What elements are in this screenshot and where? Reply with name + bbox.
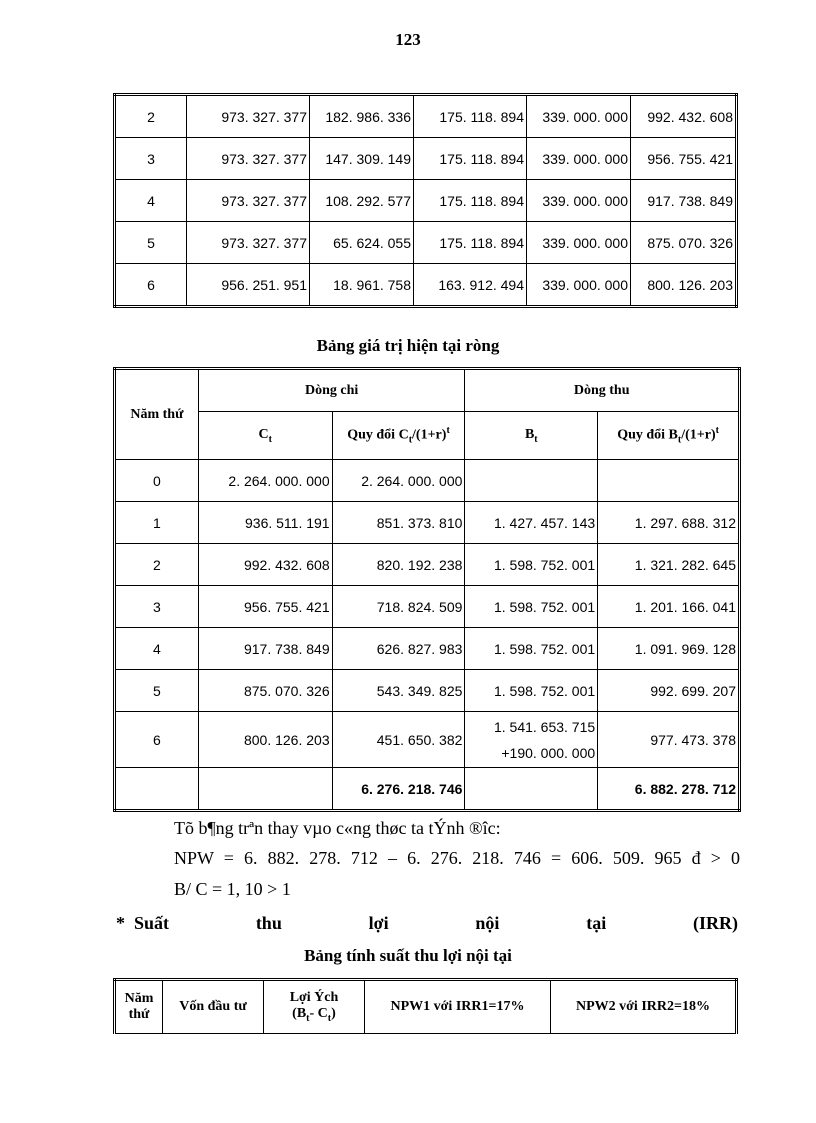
ct-cell: 875. 070. 326 xyxy=(198,670,332,712)
value-cell: 956. 251. 951 xyxy=(187,264,310,307)
value-cell: 175. 118. 894 xyxy=(414,95,527,138)
bt-discounted-cell: 1. 201. 166. 041 xyxy=(598,586,740,628)
bt-discounted-cell: 1. 297. 688. 312 xyxy=(598,502,740,544)
ct-discounted-cell: 820. 192. 238 xyxy=(332,544,465,586)
table-row xyxy=(115,502,740,544)
irr-table-title: Bảng tính suất thu lợi nội tại xyxy=(304,946,512,965)
table-row xyxy=(115,670,740,712)
ct-discounted-cell: 2. 264. 000. 000 xyxy=(332,460,465,502)
ct-cell: 2. 264. 000. 000 xyxy=(198,460,332,502)
bt-discounted-cell: 992. 699. 207 xyxy=(598,670,740,712)
ct-discounted-cell: 851. 373. 810 xyxy=(332,502,465,544)
table-row xyxy=(115,460,740,502)
value-cell: 339. 000. 000 xyxy=(527,95,631,138)
irr-heading-word: lợi xyxy=(368,913,389,933)
value-cell: 973. 327. 377 xyxy=(187,95,310,138)
value-cell: 175. 118. 894 xyxy=(414,138,527,180)
table-row xyxy=(115,264,737,307)
irr-table xyxy=(113,978,738,1034)
ct-cell: 956. 755. 421 xyxy=(198,586,332,628)
total-ct-discounted: 6. 276. 218. 746 xyxy=(332,768,465,811)
irr-heading xyxy=(116,913,738,934)
irr-header-year: Năm thứ xyxy=(115,980,163,1034)
value-cell: 163. 912. 494 xyxy=(414,264,527,307)
value-cell: 18. 961. 758 xyxy=(310,264,414,307)
header-inflow: Dòng thu xyxy=(465,369,740,412)
value-cell: 65. 624. 055 xyxy=(310,222,414,264)
irr-header-capital: Vốn đầu tư xyxy=(163,980,264,1034)
table-row xyxy=(115,586,740,628)
bc-ratio: B/ C = 1, 10 > 1 xyxy=(174,879,291,899)
value-cell: 175. 118. 894 xyxy=(414,222,527,264)
bt-cell: 1. 598. 752. 001 xyxy=(465,670,598,712)
value-cell: 800. 126. 203 xyxy=(631,264,737,307)
value-cell: 973. 327. 377 xyxy=(187,138,310,180)
value-cell: 339. 000. 000 xyxy=(527,222,631,264)
value-cell: 175. 118. 894 xyxy=(414,180,527,222)
value-cell: 339. 000. 000 xyxy=(527,264,631,307)
bt-cell: 1. 598. 752. 001 xyxy=(465,544,598,586)
header-ct: $C_t$ xyxy=(198,412,332,460)
total-label-cell xyxy=(115,768,199,811)
bt-cell xyxy=(465,460,598,502)
bt-discounted-cell xyxy=(598,460,740,502)
irr-heading-word: tại xyxy=(586,913,607,933)
table-row xyxy=(115,95,737,138)
value-cell: 875. 070. 326 xyxy=(631,222,737,264)
year-cell: 5 xyxy=(115,222,187,264)
value-cell: 973. 327. 377 xyxy=(187,222,310,264)
ct-discounted-cell: 543. 349. 825 xyxy=(332,670,465,712)
ct-discounted-cell: 451. 650. 382 xyxy=(332,712,465,768)
total-bt-discounted: 6. 882. 278. 712 xyxy=(598,768,740,811)
irr-header-npw1: NPW1 với IRR1=17% xyxy=(365,980,551,1034)
bt-discounted-cell: 1. 321. 282. 645 xyxy=(598,544,740,586)
year-cell: 6 xyxy=(115,712,199,768)
ct-cell: 800. 126. 203 xyxy=(198,712,332,768)
table-row xyxy=(115,222,737,264)
value-cell: 973. 327. 377 xyxy=(187,180,310,222)
value-cell: 956. 755. 421 xyxy=(631,138,737,180)
year-cell: 4 xyxy=(115,628,199,670)
npw-formula: NPW = 6. 882. 278. 712 – 6. 276. 218. 746 = 606. 509. 965 đ > 0 xyxy=(174,848,740,868)
total-bt-cell xyxy=(465,768,598,811)
ct-discounted-cell: 718. 824. 509 xyxy=(332,586,465,628)
npv-table xyxy=(113,367,741,812)
year-cell: 2 xyxy=(115,95,187,138)
year-cell: 4 xyxy=(115,180,187,222)
irr-header-profit: Lợi Ých ($B_t-$ $C_t$) xyxy=(264,980,365,1034)
irr-heading-word: (IRR) xyxy=(693,913,738,933)
table-row xyxy=(115,138,737,180)
year-cell: 1 xyxy=(115,502,199,544)
bt-cell: 1. 598. 752. 001 xyxy=(465,628,598,670)
value-cell: 182. 986. 336 xyxy=(310,95,414,138)
year-cell: 0 xyxy=(115,460,199,502)
bt-cell: 1. 598. 752. 001 xyxy=(465,586,598,628)
irr-heading-word: thu xyxy=(255,913,282,933)
bt-discounted-cell: 1. 091. 969. 128 xyxy=(598,628,740,670)
bt-cell xyxy=(465,712,598,768)
bt-value: 1. 541. 653. 715 xyxy=(493,718,596,735)
total-ct-cell xyxy=(198,768,332,811)
year-cell: 3 xyxy=(115,586,199,628)
page-number: 123 xyxy=(395,30,421,49)
ct-cell: 917. 738. 849 xyxy=(198,628,332,670)
year-cell: 5 xyxy=(115,670,199,712)
year-cell: 3 xyxy=(115,138,187,180)
value-cell: 992. 432. 608 xyxy=(631,95,737,138)
irr-heading-word: nội xyxy=(475,913,500,933)
ct-cell: 936. 511. 191 xyxy=(198,502,332,544)
value-cell: 917. 738. 849 xyxy=(631,180,737,222)
table-row xyxy=(115,628,740,670)
bt-cell: 1. 427. 457. 143 xyxy=(465,502,598,544)
table-row xyxy=(115,544,740,586)
bt-salvage-value: +190. 000. 000 xyxy=(501,744,596,761)
cost-table-continued xyxy=(113,93,738,308)
year-cell: 2 xyxy=(115,544,199,586)
value-cell: 108. 292. 577 xyxy=(310,180,414,222)
header-ct-discounted: Quy đổi $C_t/(1+r)^t$ xyxy=(332,412,465,460)
irr-heading-start: * Suất xyxy=(116,913,170,933)
value-cell: 339. 000. 000 xyxy=(527,138,631,180)
npv-table-title: Bảng giá trị hiện tại ròng xyxy=(316,336,500,355)
value-cell: 147. 309. 149 xyxy=(310,138,414,180)
irr-header-npw2: NPW2 với IRR2=18% xyxy=(551,980,737,1034)
header-bt-discounted: Quy đổi $B_t/(1+r)^t$ xyxy=(598,412,740,460)
ct-discounted-cell: 626. 827. 983 xyxy=(332,628,465,670)
ct-cell: 992. 432. 608 xyxy=(198,544,332,586)
table-row xyxy=(115,180,737,222)
header-year: Năm thứ xyxy=(115,369,199,460)
table-row xyxy=(115,712,740,768)
intro-line: Tõ b¶ng trªn thay vµo c«ng thøc ta tÝnh ®îc: xyxy=(174,818,501,838)
value-cell: 339. 000. 000 xyxy=(527,180,631,222)
header-bt: $B_t$ xyxy=(465,412,598,460)
header-outflow: Dòng chi xyxy=(198,369,465,412)
year-cell: 6 xyxy=(115,264,187,307)
bt-discounted-cell: 977. 473. 378 xyxy=(598,712,740,768)
